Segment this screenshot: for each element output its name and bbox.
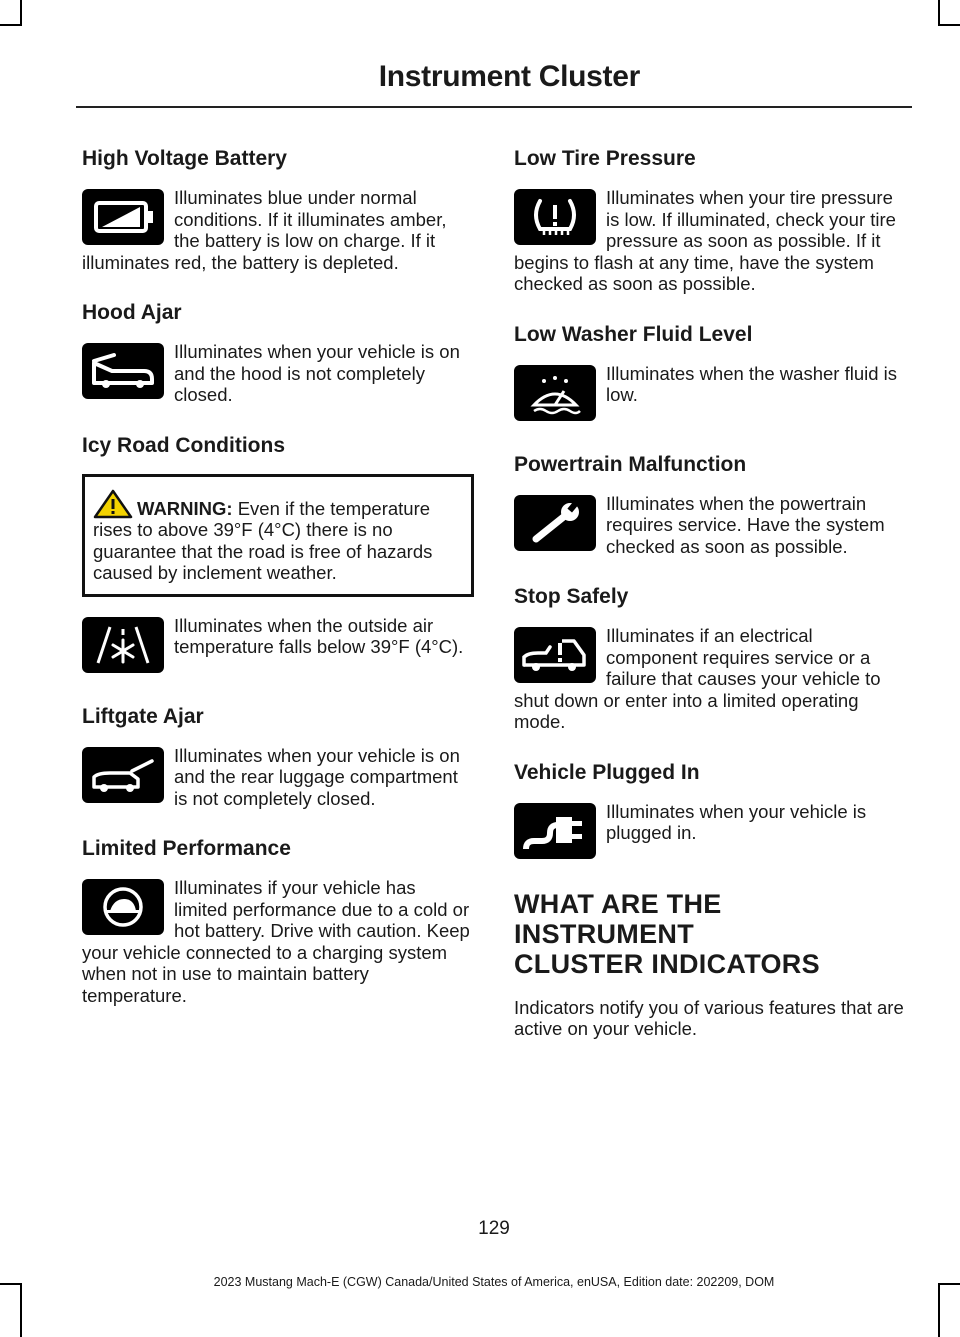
section-powertrain [514,451,906,558]
crop-mark [938,0,940,26]
right-column [514,145,906,1040]
section-heading [514,889,906,979]
section-text: Illuminates when the washer fluid is low. [606,362,898,405]
section-text: Illuminates blue under normal conditions. If it illuminates amber, the battery is low on charge. If it illuminates red, the battery is depleted. [82,187,447,273]
turtle-icon [82,879,164,935]
warning-text: Even if the temperature rises to above 39°F (4°C) there is no guarantee that the road is free of hazards caused by inclement weather. [93,497,433,583]
snowflake-road-icon [82,617,164,673]
section-title: Limited Performance [82,837,291,860]
section-text: Illuminates when your vehicle is plugged in. [606,800,867,843]
section-title: Low Washer Fluid Level [514,322,753,346]
washer-fluid-icon [514,365,596,421]
section-body [82,341,474,406]
battery-icon [82,189,164,245]
page-title: Instrument Cluster [378,60,640,93]
section-body [82,877,474,1006]
hood-open-icon [82,343,164,399]
section-stop-safely [514,583,906,733]
section-title: Vehicle Plugged In [514,760,700,784]
section-text: Illuminates when your vehicle is on and the rear luggage compartment is not completely closed. [174,744,460,809]
header-rule [76,106,912,108]
section-body [82,187,474,273]
section-liftgate-ajar [82,703,474,810]
section-body [514,493,906,558]
section-body [514,801,906,863]
section-title: Low Tire Pressure [514,147,696,170]
section-text: Illuminates when your vehicle is on and the hood is not completely closed. [174,341,460,405]
section-text: Illuminates when your tire pressure is low. If illuminated, check your tire pressure as soon as possible. If it begins to flash at any time, have the system checked as soon as possible. [514,187,896,294]
tire-pressure-icon [514,189,596,245]
section-text: Illuminates if an electrical component requires service or a failure that causes your vehicle to shut down or enter into a limited operating mode. [514,625,881,732]
page-number: 129 [478,1218,510,1239]
warning-box [82,474,474,597]
wrench-icon [514,495,596,551]
warning-triangle-icon [93,489,133,519]
section-title: High Voltage Battery [82,147,287,170]
section-icy-road [82,432,474,677]
section-body [82,745,474,810]
section-vehicle-plugged-in [514,759,906,863]
heading-line: WHAT ARE THE INSTRUMENT [514,888,722,949]
section-title: Icy Road Conditions [82,433,286,457]
crop-mark [0,24,22,26]
section-body [514,187,906,295]
section-body [514,625,906,733]
crop-mark [20,0,22,26]
section-text: Illuminates when the outside air temperature falls below 39°F (4°C). [174,614,464,657]
section-title: Liftgate Ajar [82,704,204,728]
section-body [514,363,906,425]
section-hood-ajar [82,299,474,406]
section-limited-performance [82,835,474,1006]
section-body [82,615,474,677]
plug-icon [514,803,596,859]
vehicle-alert-icon [514,627,596,683]
left-column [82,145,474,1032]
liftgate-open-icon [82,747,164,803]
heading-line: CLUSTER INDICATORS [514,948,820,979]
crop-mark [938,24,960,26]
section-indicators [514,889,906,1040]
crop-mark [20,1283,22,1337]
crop-mark [938,1283,940,1337]
section-low-tire-pressure [514,145,906,295]
page-header [0,60,640,94]
section-text: Illuminates if your vehicle has limited performance due to a cold or hot battery. Drive with caution. Keep your vehicle connected to a charging system when not in use to maintain battery temperature. [82,877,470,1006]
section-high-voltage-battery [82,145,474,273]
section-text: Illuminates when the powertrain requires service. Have the system checked as soon as possible. [606,492,885,557]
section-text: Indicators notify you of various features that are active on your vehicle. [514,996,904,1039]
section-washer-fluid [514,321,906,425]
page-footer: 2023 Mustang Mach-E (CGW) Canada/United States of America, enUSA, Edition date: 202209, DOM [213,1275,775,1289]
section-title: Hood Ajar [82,301,182,324]
warning-label: WARNING: [137,497,233,519]
section-title: Powertrain Malfunction [514,452,747,476]
section-title: Stop Safely [514,585,629,608]
